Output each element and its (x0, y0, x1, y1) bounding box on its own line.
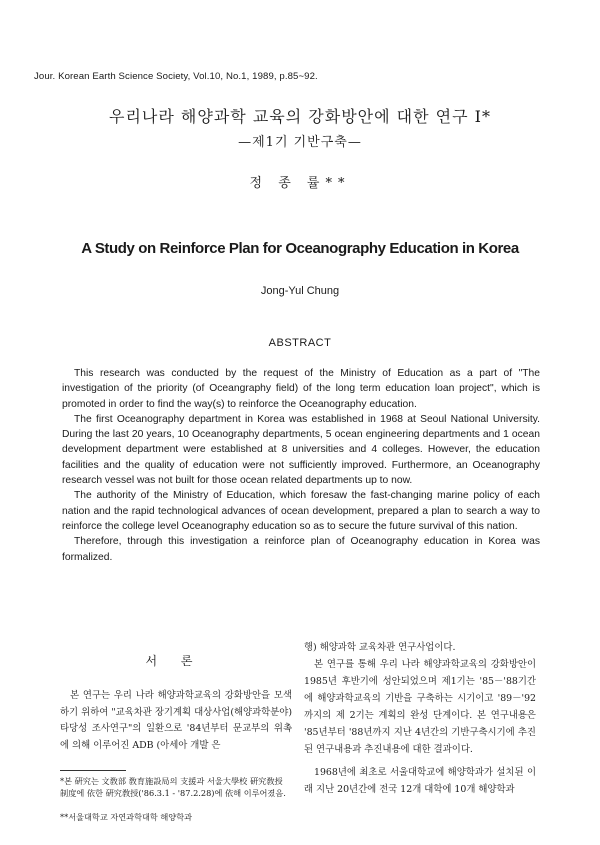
intro-paragraph: 행) 해양과학 교육차관 연구사업이다. (304, 642, 456, 653)
footnote-affiliation: **서울대학교 자연과학대학 해양학과 (60, 812, 193, 822)
intro-left-column (60, 688, 292, 754)
intro-paragraph: 1968년에 최초로 서울대학교에 해양학과가 설치된 이래 지난 20년간에 전국 12개 대학에 10개 해양학과 (304, 767, 536, 795)
journal-citation: Jour. Korean Earth Science Society, Vol.10, No.1, 1989, p.85~92. (34, 71, 318, 82)
korean-subtitle: —제1기 기반구축— (238, 135, 362, 150)
english-title: A Study on Reinforce Plan for Oceanography Education in Korea (81, 240, 519, 257)
abstract-paragraph: Therefore, through this investigation a reinforce plan of Oceanography education in Korea was formalized. (62, 536, 540, 563)
intro-paragraph: 본 연구를 통해 우리 나라 해양과학교육의 강화방안이 1985년 후반기에 성안되었으며 제1기는 '85－'88기간에 해양과학교육의 기반을 구축하는 시기이고 '89－'92까지의 제 2기는 계획의 완성 단계이다. 본 연구내용은 '85년부터 '88년까지 지난 4년간의 기반구축시기에 추진된 연구내용과 추진내용에 대한 결과이다. (304, 659, 536, 755)
footnote-divider (60, 770, 126, 771)
abstract-paragraph: The authority of the Ministry of Education, which foresaw the fast-changing marine policy of each nation and the rapid technological advances of ocean development, prepared a plan to search a way to reinforce the college level Oceanography education so as to secure the future survival of this nation. (62, 490, 540, 532)
abstract-heading: ABSTRACT (268, 337, 332, 349)
english-author: Jong-Yul Chung (260, 285, 340, 297)
intro-paragraph: 본 연구는 우리 나라 해양과학교육의 강화방안을 모색하기 위하여 "교육차관 장기계획 대상사업(해양과학분야) 타당성 조사연구"의 일환으로 '84년부터 문교부의 위촉에 의해 이루어진 ADB (아세아 개발 은 (60, 690, 292, 751)
footnote-funding: *본 硏究는 文敎部 敎育施設局의 支援과 서울大學校 硏究敎授 制度에 依한 硏究敎授('86.3.1 - '87.2.28)에 依해 이루어졌음. (60, 776, 286, 798)
abstract-paragraph: This research was conducted by the request of the Ministry of Education as a part of "The investigation of the priority (of Oceangraphy field) of the long term education loan project", which is promoted in order to find the way(s) to reinforce the Oceanography education. (62, 368, 540, 410)
korean-title: 우리나라 해양과학 교육의 강화방안에 대한 연구 Ⅰ* (109, 107, 491, 126)
intro-right-column (304, 639, 536, 798)
korean-author: 정 종 률** (249, 176, 351, 191)
section-heading-introduction: 서 론 (145, 654, 203, 668)
abstract-paragraph: The first Oceanography department in Korea was established in 1968 at Seoul National University. During the last 20 years, 10 Oceanography departments, 5 ocean engineering departments and 1 ocean development department were established at 8 universities and 4 colleges. However, the education facilities and the quality of education were not sufficiently improved. Furthermore, an Oceanography research vessel was not built for those ocean related departments up to now. (62, 413, 540, 487)
abstract-body (62, 366, 540, 565)
